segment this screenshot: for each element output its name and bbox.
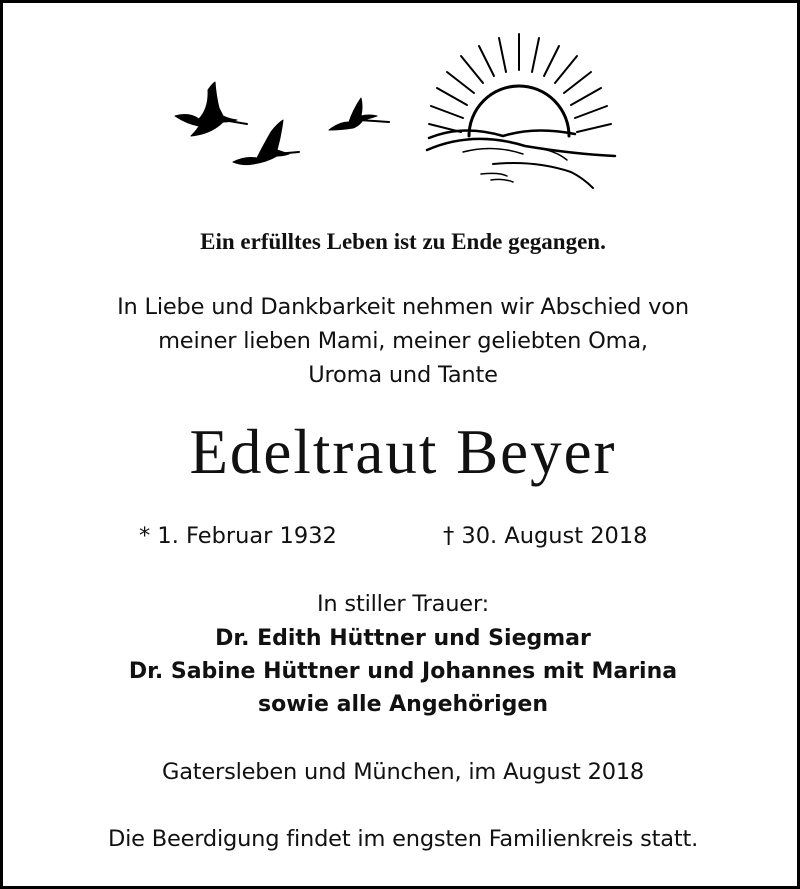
funeral-note: Die Beerdigung findet im engsten Familienkreis statt. (107, 826, 699, 852)
mourners-heading: In stiller Trauer: (316, 591, 489, 617)
motto-heading: Ein erfülltes Leben ist zu Ende gegangen. (200, 229, 606, 254)
intro-line-2: meiner lieben Mami, meiner geliebten Oma, (158, 328, 648, 354)
death-date: † 30. August 2018 (443, 523, 648, 549)
intro-line-1: In Liebe und Dankbarkeit nehmen wir Abschied von (117, 294, 689, 320)
mourner-line-3: sowie alle Angehörigen (257, 692, 549, 717)
deceased-name: Edeltraut Beyer (189, 417, 617, 487)
obituary-illustration (163, 28, 633, 198)
mourner-line-2: Dr. Sabine Hüttner und Johannes mit Marina (128, 659, 678, 684)
intro-line-3: Uroma und Tante (308, 362, 498, 388)
flying-birds-icon (175, 82, 389, 165)
sunset-over-hills-icon (427, 34, 615, 188)
mourner-line-1: Dr. Edith Hüttner und Siegmar (215, 626, 591, 651)
birth-date: * 1. Februar 1932 (139, 523, 337, 549)
place-date: Gatersleben und München, im August 2018 (161, 759, 645, 785)
